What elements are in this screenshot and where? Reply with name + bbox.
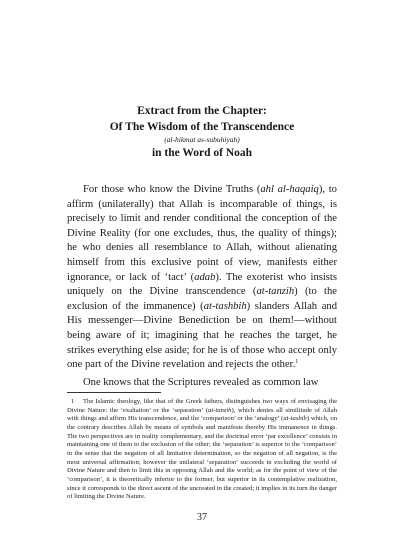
footnote bbox=[67, 398, 337, 502]
text-run: The Islamic theology, like that of the Greek fathers, distinguishes two ways of envisaging the Divine Nature: the ‘exaltation’ or the ‘separation’ ( bbox=[67, 398, 337, 414]
book-page bbox=[67, 0, 337, 533]
footnote-text bbox=[67, 398, 337, 500]
body-paragraph bbox=[67, 376, 337, 391]
footnote-divider bbox=[67, 392, 161, 393]
text-run: ) slanders Allah and His messenger—Divine Benediction be on them!—without being aware of it; imagining that he reaches the target, he strikes everything else aside; for he is of those who accept only one part of the Divine revelation and rejects the other. bbox=[67, 300, 337, 371]
footnote-paragraph bbox=[67, 398, 337, 502]
heading-transliteration: (al-hikmat as-subuhiyah) bbox=[164, 135, 240, 144]
body-text bbox=[67, 183, 337, 390]
text-run: For those who know the Divine Truths ( bbox=[83, 184, 261, 195]
text-run: ) (to the exclusion of the immanence) ( bbox=[67, 286, 337, 312]
chapter-heading bbox=[67, 103, 337, 161]
footnote-number: 1 bbox=[71, 398, 75, 405]
page-number: 37 bbox=[197, 512, 207, 523]
footnote-reference: 1 bbox=[295, 359, 299, 366]
text-run: ), to affirm (unilaterally) that Allah is incomparable of things, is precisely to limit and render conditional the conception of the Divine Reality (for one excludes, thus, the quality of things); he who denies all resemblance to Allah, without alienating himself from this exclusive point of view, manifests either ignorance, or lack of ‘tact’ ( bbox=[67, 184, 337, 283]
italic-term: at-tasbih bbox=[283, 415, 307, 423]
italic-term: adab bbox=[194, 271, 216, 283]
text-run: ), which denies all similitude of Allah with things and affirm His transcendence, and the ‘comparison’ or the ‘analogy’ ( bbox=[67, 406, 337, 423]
text-run: One knows that the Scriptures revealed as common law bbox=[83, 376, 319, 388]
italic-term: at-tanzih bbox=[256, 286, 295, 298]
body-paragraph bbox=[67, 183, 337, 373]
italic-term: at-tashbih bbox=[203, 300, 247, 312]
text-run: ). The exoterist who insists uniquely on the Divine transcendence ( bbox=[67, 271, 337, 298]
italic-term: ahl al-haqaiq bbox=[260, 184, 319, 195]
heading-line-2: Of The Wisdom of the Transcendence bbox=[109, 121, 295, 133]
heading-line-3: in the Word of Noah bbox=[151, 147, 253, 159]
heading-line-1: Extract from the Chapter: bbox=[137, 105, 267, 117]
text-run: ) which, on the contrary describes Allah by means of symbols and manifests thereby His immanence in things. The two perspectives are in reality complementary, and the doctrinal error ‘par excellence’ consists in maintaining one of them to the exclusion of the other; the ‘separation’ is superior to the ‘comparison’ in the sense that the negation of all limitative determination, so the negation of all negation, is the most universal affirmation; however the unilateral ‘separation’ succeeds in excluding the world of Divine Nature and then to limit this in opposing Allah and the world; as for the point of view of the ‘comparison’, it is theoretically inferior to the former, but superior in its contemplative realization, since it corresponds to the direct ascent of the uncreated in the created; it implies in its turn the danger of limiting the Divine Nature. bbox=[67, 415, 337, 501]
italic-term: at-tanzih bbox=[208, 406, 232, 414]
